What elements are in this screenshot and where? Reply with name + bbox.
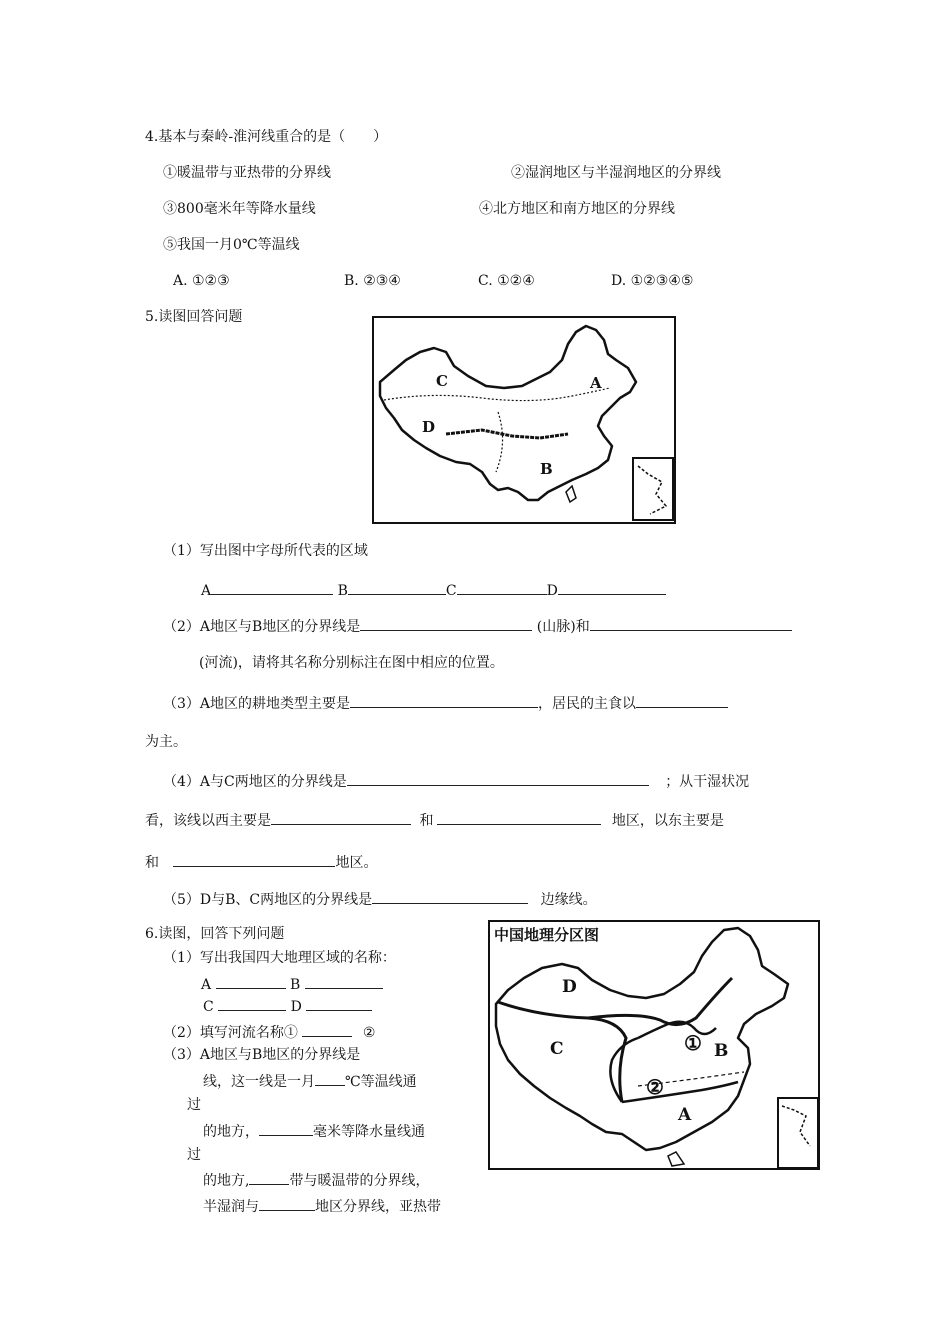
blank-c[interactable]: [457, 580, 547, 595]
q6-part3-line1: （3）A地区与B地区的分界线是: [163, 1047, 361, 1063]
q6-part3-line5: 过: [187, 1147, 201, 1163]
q6-map-label-river2: ②: [646, 1075, 664, 1099]
q6-part1: （1）写出我国四大地理区域的名称：: [163, 950, 396, 966]
q4-option-3: ③800毫米年等降水量线: [163, 201, 316, 217]
q6-part3-line6: 的地方, 带与暖温带的分界线，: [203, 1170, 429, 1190]
q5-stem: 5.读图回答问题: [145, 309, 243, 325]
q4-stem: 4.基本与秦岭-淮河线重合的是（ ）: [145, 129, 388, 145]
q6-china-regions-map: [488, 920, 820, 1170]
q5-part4-line2: 看，该线以西主要是 和 地区，以东主要是: [145, 810, 724, 830]
blank-b[interactable]: [348, 580, 446, 595]
q6-part3-line7: 半湿润与 地区分界线，亚热带: [203, 1196, 441, 1216]
blank-humid[interactable]: [259, 1196, 315, 1211]
q5-part4-line1: （4）A与C两地区的分界线是 ；从干湿状况: [163, 771, 749, 791]
blank-river-1[interactable]: [302, 1022, 352, 1037]
blank-ac-boundary[interactable]: [347, 771, 649, 786]
blank-river[interactable]: [590, 616, 792, 631]
q6-part1-row1: A B: [201, 974, 383, 994]
q4-option-1: ①暖温带与亚热带的分界线: [163, 165, 331, 181]
q5-part2-line2: (河流)，请将其名称分别标注在图中相应的位置。: [199, 655, 504, 671]
blank-q6-d[interactable]: [306, 996, 372, 1011]
blank-a[interactable]: [211, 580, 333, 595]
blank-d[interactable]: [558, 580, 666, 595]
blank-farmland[interactable]: [350, 693, 538, 708]
q6-map-label-river1: ①: [684, 1031, 702, 1055]
q6-part3-line2: 线，这一线是一月 ℃等温线通: [203, 1071, 417, 1091]
q4-choice-d: D. ①②③④⑤: [611, 273, 694, 289]
blank-q6-c[interactable]: [218, 996, 286, 1011]
q6-part3-line4: 的地方， 毫米等降水量线通: [203, 1121, 425, 1141]
q6-map-label-d: D: [562, 977, 577, 997]
q5-part5: （5）D与B、C两地区的分界线是 边缘线。: [163, 889, 597, 909]
blank-east[interactable]: [173, 852, 335, 867]
q5-part4-line3: 和 地区。: [145, 852, 377, 872]
blank-west-1[interactable]: [271, 810, 411, 825]
blank-d-boundary[interactable]: [372, 889, 528, 904]
q5-part3-line1: （3）A地区的耕地类型主要是 ，居民的主食以: [163, 693, 728, 713]
q4-choice-a: A. ①②③: [173, 273, 230, 289]
q5-map-label-c: C: [436, 372, 448, 390]
q4-option-2: ②湿润地区与半湿润地区的分界线: [511, 165, 721, 181]
blank-precip[interactable]: [259, 1121, 313, 1136]
q4-choice-c: C. ①②④: [478, 273, 535, 289]
q6-map-label-c: C: [550, 1039, 564, 1059]
blank-staple[interactable]: [636, 693, 728, 708]
q6-part1-row2: C D: [203, 996, 372, 1016]
q5-map-label-b: B: [540, 460, 553, 478]
q6-map-title: 中国地理分区图: [494, 926, 600, 944]
q4-option-4: ④北方地区和南方地区的分界线: [479, 201, 675, 217]
q6-stem: 6.读图，回答下列问题: [145, 926, 285, 942]
q5-map-label-d: D: [422, 418, 436, 436]
q6-part3-line3: 过: [187, 1097, 201, 1113]
blank-q6-a[interactable]: [216, 974, 286, 989]
q5-part3-line2: 为主。: [145, 734, 187, 750]
q6-map-label-a: A: [678, 1105, 692, 1125]
q5-part1-row: A B C D: [201, 580, 666, 600]
q5-part2-line1: （2）A地区与B地区的分界线是 (山脉)和: [163, 616, 792, 636]
q6-map-label-b: B: [714, 1041, 729, 1061]
q5-china-map: [372, 316, 676, 524]
q5-part1: （1）写出图中字母所代表的区域: [163, 543, 368, 559]
blank-zone[interactable]: [249, 1170, 289, 1185]
blank-mountain[interactable]: [360, 616, 532, 631]
q4-option-5: ⑤我国一月0℃等温线: [163, 237, 300, 253]
blank-west-2[interactable]: [437, 810, 601, 825]
blank-temp[interactable]: [315, 1071, 345, 1086]
q4-choice-b: B. ②③④: [344, 273, 401, 289]
blank-q6-b[interactable]: [305, 974, 383, 989]
q6-part2: （2）填写河流名称① ②: [163, 1022, 375, 1042]
q5-map-label-a: A: [590, 374, 602, 392]
